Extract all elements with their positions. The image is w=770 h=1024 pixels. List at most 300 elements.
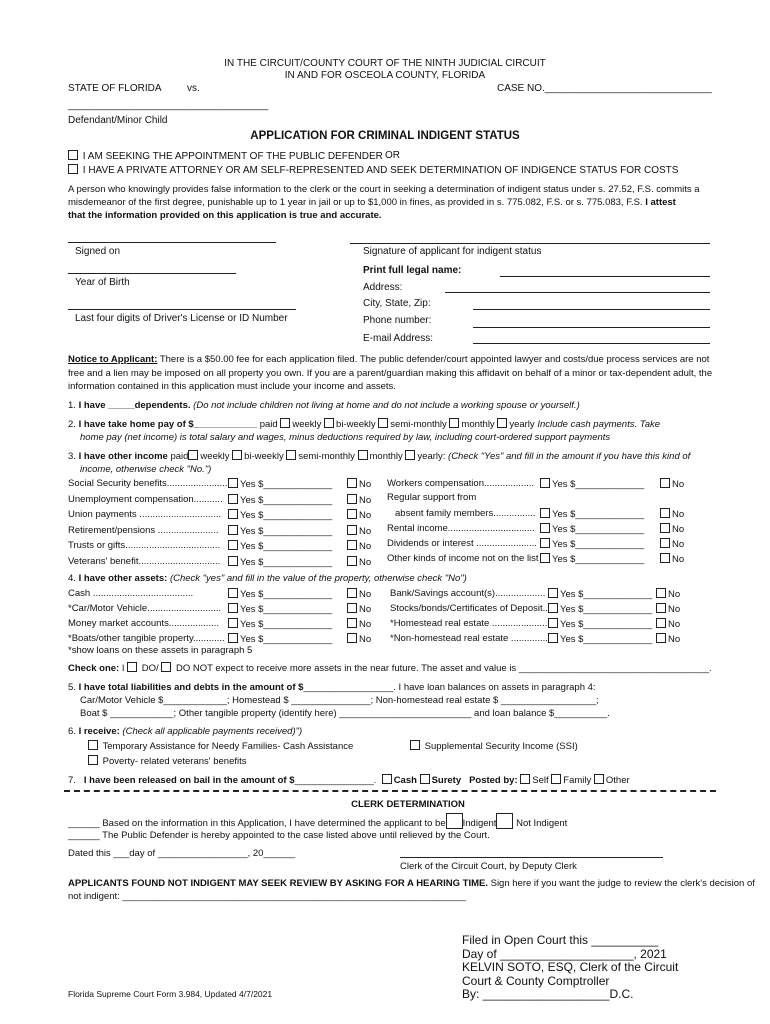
option-label: Supplemental Security Income (SSI)	[424, 741, 578, 752]
yes-option[interactable]	[228, 633, 332, 645]
notice-line-2: free and a lien may be imposed on all property you own. If you are a parent/guardian making this affidavit on behalf of a minor or tax-dependent adult, the	[68, 368, 713, 379]
no-option[interactable]	[347, 540, 371, 552]
amount-field[interactable]: _____________	[263, 589, 333, 600]
yes-label: Yes $	[240, 541, 264, 552]
checkbox-icon[interactable]	[228, 494, 238, 504]
checkbox-icon[interactable]	[228, 603, 238, 613]
checkbox-icon[interactable]	[68, 150, 78, 160]
yearly-option: yearly:	[417, 451, 446, 462]
yes-label: Yes $	[560, 604, 584, 615]
no-option[interactable]	[347, 478, 371, 490]
no-option[interactable]	[656, 603, 680, 615]
option-label: I HAVE A PRIVATE ATTORNEY OR AM SELF-REPRESENTED AND SEEK DETERMINATION OF INDIGENCE STATUS FOR COSTS	[82, 165, 679, 176]
no-option[interactable]	[660, 538, 684, 550]
monthly-option: monthly	[461, 419, 495, 430]
applicant-signature-label: Signature of applicant for indigent status	[363, 246, 542, 257]
row-label: Social Security benefits.......................	[68, 478, 228, 489]
family-option: Family	[563, 775, 592, 786]
checkbox-icon[interactable]	[347, 540, 357, 550]
checkbox-icon[interactable]	[286, 450, 296, 460]
review-rest: Sign here if you want the judge to review the clerk's decision of	[490, 878, 755, 889]
row-label: Veterans' benefit...............................	[68, 555, 221, 567]
income-row	[68, 494, 223, 505]
yes-label: Yes $	[560, 619, 584, 630]
yes-label: Yes $	[240, 604, 264, 615]
question-note: (Do not include children not living at home and do not include a working spouse or yourself.)	[193, 400, 580, 411]
do-not-option: DO NOT expect to receive more assets in the near future. The asset and value is ____________________________________.	[175, 663, 712, 674]
checkbox-icon[interactable]	[88, 755, 98, 765]
clerk-signature-label: Clerk of the Circuit Court, by Deputy Clerk	[400, 861, 577, 872]
yes-label: Yes $	[552, 509, 576, 520]
warning-text: misdemeanor of the first degree, punishable up to 1 year in jail or up to $1,000 in fines, as provided in s. 775.082, F.S. or s. 775.083, F.S.	[68, 197, 643, 208]
amount-field[interactable]: _____________	[263, 479, 333, 490]
defendant-label: Defendant/Minor Child	[68, 115, 168, 126]
checkbox-icon[interactable]	[228, 509, 238, 519]
yes-option[interactable]	[228, 588, 332, 600]
ssi-option[interactable]	[410, 740, 578, 752]
warning-line-1: A person who knowingly provides false information to the clerk or the court in seeking a determination of indigent status under s. 27.52, F.S. commits a	[68, 184, 700, 195]
checkbox-icon[interactable]	[660, 508, 670, 518]
indigent-label: Indigent	[462, 818, 497, 829]
income-row	[387, 478, 534, 489]
attest-text: I attest	[645, 197, 676, 208]
option-label: I AM SEEKING THE APPOINTMENT OF THE PUBLIC DEFENDER	[82, 151, 383, 162]
row-label: Other kinds of income not on the list	[387, 553, 539, 564]
no-option[interactable]	[347, 494, 371, 506]
filed-line-2: Day of ____________________, 2021	[462, 946, 667, 961]
defendant-blank[interactable]: ____________________________________	[68, 100, 269, 111]
yes-option[interactable]	[540, 538, 644, 550]
amount-field[interactable]: _____________	[263, 556, 333, 568]
checkbox-icon[interactable]	[232, 450, 242, 460]
case-number-field[interactable]: CASE NO.______________________________	[497, 83, 712, 94]
yes-label: Yes $	[240, 619, 264, 630]
question-text: I have total liabilities and debts in the amount of $	[78, 682, 304, 693]
filed-line-4: Court & County Comptroller	[462, 973, 610, 988]
amount-field[interactable]: _____________	[263, 634, 333, 645]
no-option[interactable]	[347, 633, 371, 645]
checkbox-icon[interactable]	[548, 633, 558, 643]
checkbox-icon[interactable]	[228, 588, 238, 598]
checkbox-icon[interactable]	[548, 618, 558, 628]
checkbox-icon[interactable]	[449, 418, 459, 428]
question-text[interactable]: I have take home pay of $____________	[78, 419, 258, 430]
no-label: No	[359, 494, 372, 506]
checkbox-icon[interactable]	[228, 633, 238, 643]
applicant-signature-line[interactable]	[350, 243, 710, 244]
posted-by-label: Posted by:	[469, 775, 518, 786]
yes-label: Yes $	[560, 589, 584, 600]
no-label: No	[672, 479, 685, 490]
amount-field[interactable]: _____________	[263, 604, 333, 615]
year-of-birth-label: Year of Birth	[75, 277, 130, 288]
checkbox-icon[interactable]	[660, 538, 670, 548]
indigent-box[interactable]	[446, 813, 463, 829]
yes-option[interactable]	[548, 633, 652, 645]
question-text: I have other income	[78, 451, 168, 462]
yes-label: Yes $	[240, 494, 264, 506]
no-label: No	[668, 589, 681, 600]
checkbox-icon[interactable]	[551, 774, 561, 784]
checkbox-icon[interactable]	[656, 618, 666, 628]
dated-line[interactable]: Dated this ___day of _________________, 20______	[68, 848, 296, 859]
checkbox-icon[interactable]	[228, 478, 238, 488]
question-note: (Check all applicable payments received)")	[122, 726, 303, 737]
clerk-line-1-text: ______ Based on the information in this Application, I have determined the applicant to be	[68, 818, 446, 829]
review-line	[68, 878, 755, 889]
income-row	[68, 509, 221, 520]
no-label: No	[359, 604, 372, 615]
yes-option[interactable]	[228, 525, 332, 537]
checkbox-icon[interactable]	[347, 494, 357, 504]
yes-label: Yes $	[552, 539, 576, 550]
row-label: Union payments ...............................	[68, 509, 222, 520]
yes-label: Yes $	[560, 634, 584, 645]
row-label: Money market accounts...................	[68, 618, 219, 629]
row-label: Stocks/bonds/Certificates of Deposit..	[390, 603, 548, 614]
review-bold: APPLICANTS FOUND NOT INDIGENT MAY SEEK REVIEW BY ASKING FOR A HEARING TIME.	[68, 878, 488, 889]
income-row	[68, 525, 218, 536]
semimonthly-option: semi-monthly	[298, 451, 355, 462]
city-label: City, State, Zip:	[363, 298, 431, 309]
row-label: Rental income.................................	[387, 523, 535, 534]
no-label: No	[668, 619, 681, 630]
yes-label: Yes $	[552, 524, 576, 535]
income-row	[68, 540, 220, 551]
amount-field[interactable]: _____________	[263, 541, 333, 552]
income-row	[68, 478, 227, 489]
monthly-option: monthly	[369, 451, 403, 462]
no-label: No	[359, 479, 372, 490]
question-3	[68, 450, 690, 462]
court-line-1: IN THE CIRCUIT/COUNTY COURT OF THE NINTH JUDICIAL CIRCUIT	[224, 58, 546, 69]
question-number: 3.	[68, 451, 76, 462]
yes-option[interactable]	[228, 618, 332, 630]
do-option: DO/	[141, 663, 159, 674]
surety-option: Surety	[431, 775, 462, 786]
address-line[interactable]	[445, 292, 710, 293]
check-one-i: I	[121, 663, 125, 674]
question-number: 2.	[68, 419, 76, 430]
section-divider	[64, 790, 716, 792]
question-3-note: income, otherwise check "No.")	[80, 464, 212, 475]
warning-line-3: that the information provided on this application is true and accurate.	[68, 210, 382, 221]
checkbox-icon[interactable]	[540, 523, 550, 533]
question-text: I have _____dependents.	[78, 400, 191, 411]
question-text: I have been released on bail in the amount of $	[83, 775, 295, 786]
no-option[interactable]	[660, 508, 684, 520]
checkbox-icon[interactable]	[420, 774, 430, 784]
income-row	[68, 633, 225, 644]
option-public-defender[interactable]	[68, 150, 383, 162]
checkbox-icon[interactable]	[540, 508, 550, 518]
no-option[interactable]	[347, 525, 371, 537]
biweekly-option: bi-weekly	[244, 451, 284, 462]
yes-option[interactable]	[548, 618, 652, 630]
show-loans-note: *show loans on these assets in paragraph 5	[68, 645, 253, 656]
address-label: Address:	[363, 282, 403, 293]
yes-label: Yes $	[240, 589, 264, 600]
amount-field[interactable]: _____________	[263, 510, 333, 521]
checkbox-icon[interactable]	[228, 556, 238, 566]
cash-option: Cash	[393, 775, 417, 786]
checkbox-icon[interactable]	[347, 603, 357, 613]
filed-block	[462, 934, 678, 1002]
amount-field[interactable]: _____________	[575, 509, 645, 520]
filed-line-3: KELVIN SOTO, ESQ, Clerk of the Circuit	[462, 960, 679, 974]
row-label: absent family members................	[395, 508, 536, 519]
no-option[interactable]	[347, 509, 371, 521]
bail-amount-field[interactable]: _______________.	[294, 775, 377, 786]
no-label: No	[359, 541, 372, 552]
yes-option[interactable]	[228, 494, 332, 506]
no-label: No	[359, 556, 372, 568]
yes-option[interactable]	[548, 603, 652, 615]
check-one-label: Check one:	[68, 663, 120, 674]
not-indigent-label: Not Indigent	[516, 818, 568, 829]
row-label: Retirement/pensions .......................	[68, 524, 219, 536]
row-label: *Non-homestead real estate ..............	[390, 633, 548, 644]
clerk-signature-line[interactable]	[400, 857, 663, 858]
no-option[interactable]	[660, 478, 684, 490]
no-label: No	[668, 634, 681, 645]
row-label: *Car/Motor Vehicle............................	[68, 603, 222, 614]
no-label: No	[359, 634, 372, 645]
yes-label: Yes $	[552, 479, 576, 490]
question-rest: _________________. I have loan balances on assets in paragraph 4:	[303, 682, 596, 693]
no-option[interactable]	[347, 588, 371, 600]
checkbox-icon[interactable]	[228, 525, 238, 535]
checkbox-icon[interactable]	[660, 523, 670, 533]
question-note: Include cash payments. Take	[537, 419, 661, 430]
no-option[interactable]	[660, 553, 684, 565]
amount-field[interactable]: _____________	[583, 604, 653, 615]
checkbox-icon[interactable]	[347, 525, 357, 535]
income-row	[395, 508, 535, 519]
year-of-birth-line[interactable]	[68, 273, 236, 274]
no-label: No	[359, 619, 372, 630]
court-line-2: IN AND FOR OSCEOLA COUNTY, FLORIDA	[284, 70, 486, 81]
license-line[interactable]	[68, 309, 296, 310]
checkbox-icon[interactable]	[497, 418, 507, 428]
asset-row	[390, 633, 548, 644]
question-6	[68, 726, 302, 737]
checkbox-icon[interactable]	[88, 740, 98, 750]
yes-option[interactable]	[228, 540, 332, 552]
checkbox-icon[interactable]	[358, 450, 368, 460]
signed-on-line[interactable]	[68, 242, 276, 243]
question-text: I receive:	[78, 726, 120, 737]
checkbox-icon[interactable]	[660, 478, 670, 488]
checkbox-icon[interactable]	[540, 478, 550, 488]
question-number: 1.	[68, 400, 76, 411]
checkbox-icon[interactable]	[228, 540, 238, 550]
state-label: STATE OF FLORIDA	[68, 83, 162, 94]
checkbox-icon[interactable]	[347, 633, 357, 643]
print-name-line[interactable]	[500, 276, 710, 277]
checkbox-icon[interactable]	[548, 588, 558, 598]
checkbox-icon[interactable]	[410, 740, 420, 750]
clerk-line-1	[68, 813, 567, 829]
row-label: Workers compensation...................	[387, 478, 535, 489]
row-label: Trusts or gifts....................................	[68, 540, 221, 551]
checkbox-icon[interactable]	[161, 662, 171, 672]
yes-option[interactable]	[228, 478, 332, 490]
notice-label: Notice to Applicant:	[68, 354, 158, 365]
yes-label: Yes $	[240, 556, 264, 568]
checkbox-icon[interactable]	[656, 603, 666, 613]
notice-text: There is a $50.00 fee for each application filed. The public defender/court appointed lawyer and costs/due process services are not	[159, 354, 710, 365]
checkbox-icon[interactable]	[382, 774, 392, 784]
no-option[interactable]	[656, 633, 680, 645]
amount-field[interactable]: _____________	[575, 524, 645, 535]
income-row	[68, 603, 221, 614]
amount-field[interactable]: _____________	[263, 525, 333, 537]
phone-line[interactable]	[473, 327, 710, 328]
notice-line-1	[68, 354, 709, 365]
weekly-option: weekly	[200, 451, 230, 462]
warning-line-2	[68, 197, 676, 208]
page-title: APPLICATION FOR CRIMINAL INDIGENT STATUS	[250, 130, 520, 142]
amount-field[interactable]: _____________	[263, 619, 333, 630]
asset-row	[390, 603, 548, 614]
question-1[interactable]	[68, 400, 580, 411]
row-label: Dividends or interest .......................	[387, 538, 537, 549]
email-line[interactable]	[473, 343, 710, 344]
no-option[interactable]	[660, 523, 684, 535]
biweekly-option: bi-weekly	[336, 419, 376, 430]
checkbox-icon[interactable]	[347, 618, 357, 628]
income-row	[68, 556, 220, 567]
checkbox-icon[interactable]	[347, 509, 357, 519]
no-option[interactable]	[347, 603, 371, 615]
yes-option[interactable]	[540, 508, 644, 520]
no-label: No	[359, 510, 372, 521]
checkbox-icon[interactable]	[520, 774, 530, 784]
checkbox-icon[interactable]	[660, 553, 670, 563]
no-option[interactable]	[347, 618, 371, 630]
yes-label: Yes $	[240, 479, 264, 490]
amount-field[interactable]: _____________	[575, 479, 645, 490]
question-note: (Check "Yes" and fill in the amount if you have this kind of	[448, 451, 691, 462]
checkbox-icon[interactable]	[594, 774, 604, 784]
check-one	[68, 662, 712, 674]
checkbox-icon[interactable]	[347, 588, 357, 598]
checkbox-icon[interactable]	[540, 538, 550, 548]
row-label: Cash ......................................	[68, 588, 194, 599]
no-option[interactable]	[656, 618, 680, 630]
row-label: Unemployment compensation...........	[68, 493, 223, 505]
checkbox-icon[interactable]	[656, 588, 666, 598]
income-row	[68, 618, 219, 629]
option-private-attorney[interactable]	[68, 164, 678, 176]
question-5-line-3[interactable]: Boat $ ____________; Other tangible property (identify here) _________________________ and loan balance $__________.	[80, 708, 610, 719]
row-label: *Homestead real estate .....................	[390, 618, 548, 629]
checkbox-icon[interactable]	[324, 418, 334, 428]
weekly-option: weekly	[292, 419, 322, 430]
checkbox-icon[interactable]	[656, 633, 666, 643]
vs-label: vs.	[187, 83, 200, 94]
income-row	[387, 553, 539, 564]
yes-option[interactable]	[540, 523, 644, 535]
amount-field[interactable]: _____________	[583, 589, 653, 600]
checkbox-icon[interactable]	[405, 450, 415, 460]
asset-row	[390, 618, 547, 629]
option-label: Temporary Assistance for Needy Families- Cash Assistance	[102, 741, 354, 752]
asset-row	[390, 588, 545, 599]
amount-field[interactable]: _____________	[263, 494, 333, 506]
yes-option[interactable]	[540, 478, 644, 490]
no-option[interactable]	[347, 556, 371, 568]
option-label: Poverty- related veterans' benefits	[102, 756, 247, 767]
checkbox-icon[interactable]	[280, 418, 290, 428]
checkbox-icon[interactable]	[347, 478, 357, 488]
amount-field[interactable]: _____________	[583, 634, 653, 645]
question-number: 7.	[68, 775, 76, 786]
amount-field[interactable]: _____________	[575, 539, 645, 550]
other-option: Other	[605, 775, 630, 786]
checkbox-icon[interactable]	[378, 418, 388, 428]
checkbox-icon[interactable]	[188, 450, 198, 460]
question-note: (Check "yes" and fill in the value of the property, otherwise check "No")	[169, 573, 467, 584]
checkbox-icon[interactable]	[548, 603, 558, 613]
paid-label: paid	[170, 451, 189, 462]
no-label: No	[672, 524, 685, 535]
question-7	[68, 774, 630, 786]
question-number: 5.	[68, 682, 76, 693]
question-number: 6.	[68, 726, 76, 737]
poverty-option[interactable]	[88, 755, 247, 767]
not-indigent-box[interactable]	[496, 813, 513, 829]
question-5-line-2[interactable]: Car/Motor Vehicle $____________; Homestead $ _______________; Non-homestead real estate $ __________________;	[80, 695, 599, 706]
semimonthly-option: semi-monthly	[390, 419, 447, 430]
yes-option[interactable]	[228, 509, 332, 521]
license-label: Last four digits of Driver's License or ID Number	[75, 313, 288, 324]
checkbox-icon[interactable]	[127, 662, 137, 672]
checkbox-icon[interactable]	[228, 618, 238, 628]
yearly-option: yearly	[509, 419, 535, 430]
no-option[interactable]	[656, 588, 680, 600]
no-label: No	[668, 604, 681, 615]
yes-option[interactable]	[228, 556, 332, 568]
checkbox-icon[interactable]	[347, 556, 357, 566]
tanf-option[interactable]	[88, 740, 353, 752]
yes-option[interactable]	[540, 553, 644, 565]
regular-support-label: Regular support from	[387, 492, 477, 503]
question-2-note: home pay (net income) is total salary and wages, minus deductions required by law, including court-ordered support payments	[80, 432, 611, 443]
checkbox-icon[interactable]	[540, 553, 550, 563]
question-text: I have other assets:	[78, 573, 168, 584]
city-line[interactable]	[473, 309, 710, 310]
question-2	[68, 418, 660, 430]
no-label: No	[672, 539, 685, 550]
filed-line-1: Filed in Open Court this __________	[462, 933, 659, 947]
form-number: Florida Supreme Court Form 3.984, Updated 4/7/2021	[68, 989, 273, 999]
not-indigent-signature[interactable]: not indigent: _________________________________________________________________	[68, 891, 466, 902]
checkbox-icon[interactable]	[68, 164, 78, 174]
yes-option[interactable]	[548, 588, 652, 600]
email-label: E-mail Address:	[363, 333, 434, 344]
amount-field[interactable]: _____________	[575, 554, 645, 565]
print-name-label: Print full legal name:	[363, 265, 462, 276]
amount-field[interactable]: _____________	[583, 619, 653, 630]
row-label: *Boats/other tangible property............	[68, 633, 225, 644]
question-5[interactable]	[68, 682, 596, 693]
income-row	[68, 588, 193, 599]
yes-option[interactable]	[228, 603, 332, 615]
clerk-title: CLERK DETERMINATION	[351, 799, 465, 810]
signed-on-label: Signed on	[75, 246, 121, 257]
